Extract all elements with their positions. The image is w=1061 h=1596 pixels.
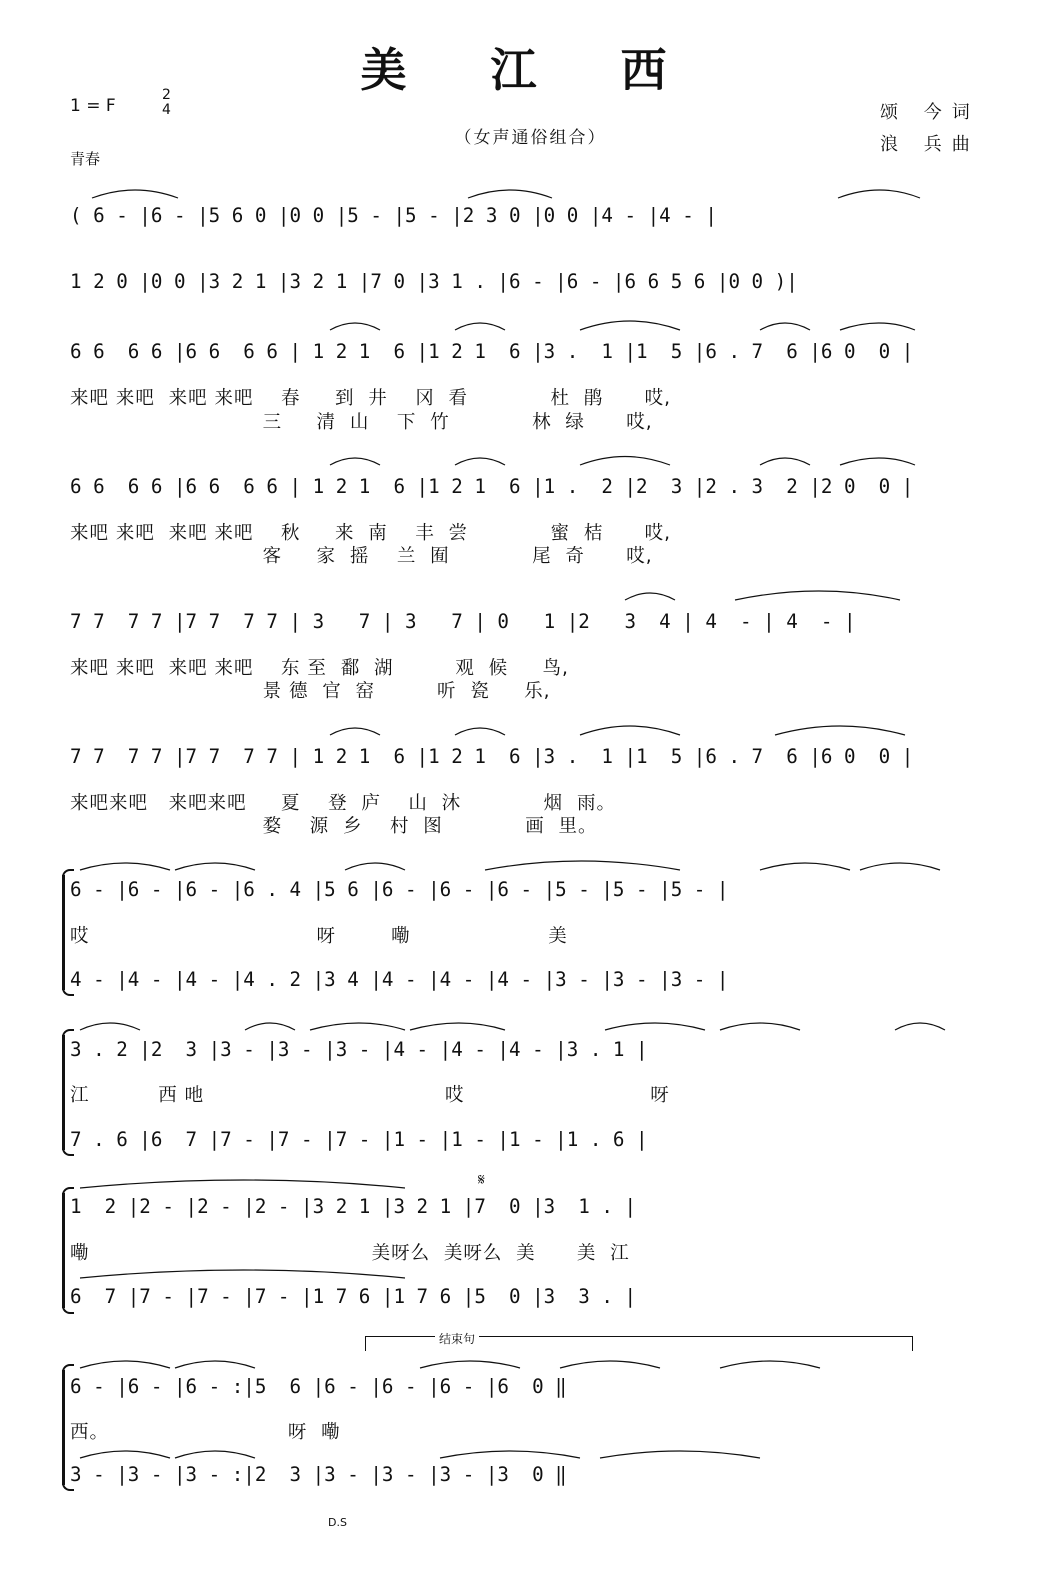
time-bottom: 4: [162, 102, 171, 118]
notation-line-verse-2: 6 6 6 6 |6 6 6 6 | 1 2 1 6 |1 2 1 6 |1 . 2 |2 3 |2 . 3 2 |2 0 0 |: [70, 475, 914, 498]
notation-line-chorus-upper-1: 6 - |6 - |6 - |6 . 4 |5 6 |6 - |6 - |6 - |5 - |5 - |5 - |: [70, 878, 729, 901]
lyric-line: 西。 呀 嘞: [70, 1422, 341, 1443]
notation-line-verse-1: 6 6 6 6 |6 6 6 6 | 1 2 1 6 |1 2 1 6 |3 . 1 |1 5 |6 . 7 6 |6 0 0 |: [70, 340, 914, 363]
lyric-line: 客 家 摇 兰 囿 尾 奇 哎,: [70, 546, 653, 567]
lyricist: 颂 今词: [880, 102, 980, 123]
segno-sign: 𝄋: [478, 1170, 485, 1189]
notation-line-verse-3: 7 7 7 7 |7 7 7 7 | 3 7 | 3 7 | 0 1 |2 3 4 | 4 - | 4 - |: [70, 610, 856, 633]
lyric-line: 哎 呀 嘞 美: [70, 926, 568, 947]
notation-line-intro-1: ( 6 - |6 - |5 6 0 |0 0 |5 - |5 - |2 3 0 |0 0 |4 - |4 - |: [70, 204, 717, 227]
lyric-line: 来吧 来吧 来吧 来吧 秋 来 南 丰 尝 蜜 桔 哎,: [70, 523, 671, 544]
notation-line-intro-2: 1 2 0 |0 0 |3 2 1 |3 2 1 |7 0 |3 1 . |6 - |6 - |6 6 5 6 |0 0 )|: [70, 270, 798, 293]
ds-mark: D.S: [328, 1516, 347, 1529]
ending-label: 结束句: [435, 1330, 479, 1347]
notation-line-chorus-lower-3: 6 7 |7 - |7 - |7 - |1 7 6 |1 7 6 |5 0 |3 3 . |: [70, 1285, 637, 1308]
lyric-line: 来吧 来吧 来吧 来吧 春 到 井 冈 看 杜 鹃 哎,: [70, 388, 671, 409]
style-mark: 青春: [70, 150, 101, 168]
notation-line-final-upper: 6 - |6 - |6 - :|5 6 |6 - |6 - |6 - |6 0 ‖: [70, 1375, 567, 1398]
song-title: 美 江 西: [360, 43, 701, 97]
lyric-line: 来吧来吧 来吧来吧 夏 登 庐 山 沐 烟 雨。: [70, 793, 616, 814]
notation-line-chorus-upper-2: 3 . 2 |2 3 |3 - |3 - |3 - |4 - |4 - |4 - |3 . 1 |: [70, 1038, 648, 1061]
time-top: 2: [162, 87, 171, 103]
subtitle: （女声通俗组合）: [454, 128, 607, 148]
notation-line-chorus-upper-3: 1 2 |2 - |2 - |2 - |3 2 1 |3 2 1 |7 0 |3 1 . |: [70, 1195, 637, 1218]
lyric-line: 三 清 山 下 竹 林 绿 哎,: [70, 412, 653, 433]
lyric-line: 来吧 来吧 来吧 来吧 东 至 鄱 湖 观 候 鸟,: [70, 658, 569, 679]
key-signature: 1 = F: [70, 96, 116, 116]
lyric-line: 婺 源 乡 村 图 画 里。: [70, 816, 598, 837]
notation-line-chorus-lower-1: 4 - |4 - |4 - |4 . 2 |3 4 |4 - |4 - |4 - |3 - |3 - |3 - |: [70, 968, 729, 991]
lyric-line: 景 德 官 窑 听 瓷 乐,: [70, 681, 551, 702]
lyric-line: 江 西 吔 哎 呀: [70, 1085, 670, 1106]
lyric-line: 嘞 美呀么 美呀么 美 美 江: [70, 1243, 630, 1264]
notation-line-final-lower: 3 - |3 - |3 - :|2 3 |3 - |3 - |3 - |3 0 ‖: [70, 1463, 567, 1486]
notation-line-verse-4: 7 7 7 7 |7 7 7 7 | 1 2 1 6 |1 2 1 6 |3 . 1 |1 5 |6 . 7 6 |6 0 0 |: [70, 745, 914, 768]
composer: 浪 兵曲: [880, 134, 980, 155]
notation-line-chorus-lower-2: 7 . 6 |6 7 |7 - |7 - |7 - |1 - |1 - |1 - |1 . 6 |: [70, 1128, 648, 1151]
